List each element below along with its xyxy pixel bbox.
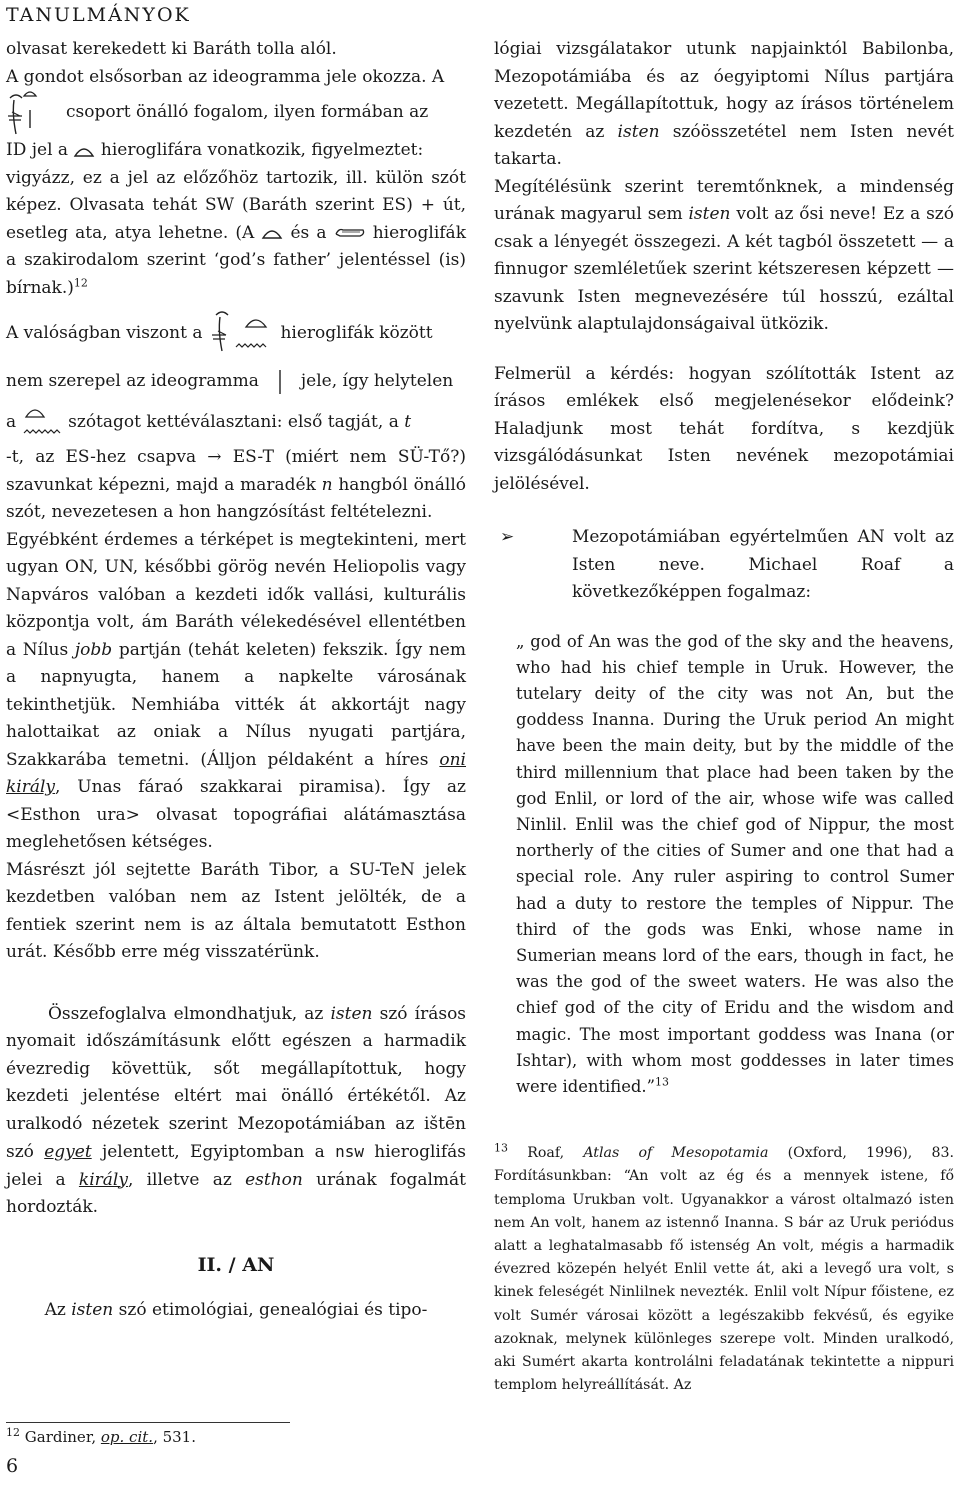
arrow-bullet-icon: ➢: [500, 527, 515, 547]
footnote-rule: [6, 1422, 290, 1423]
bread-loaf-hieroglyph-icon: [261, 226, 283, 240]
left-paragraph-2: A gondot elsősorban az ideogramma jele okozza. A: [6, 66, 445, 87]
footnote-12: $^{12}$ Gardiner, op. cit., 531.: [6, 1426, 196, 1446]
left-paragraph-6: Összefoglalva elmondhatjuk, az isten szó írásos nyomait időszámításunk előtt egészen a harmadik évezredig követtük, sőt megállapítottuk, hogy kezdeti jelentése eltért mai önálló értékétől. Az uralkodó nézetek szerint Mezopotámiában az ištēn szó egyet jelentett, Egyiptomban a nsw hieroglifás jelei a király, illetve az esthon urának fogalmát hordozták.: [6, 1003, 467, 1217]
roaf-quote: „ god of An was the god of the sky and the heavens, who had his chief temple in Uruk. However, the tutelary deity of the city was not An, but the goddess Inanna. During the Uruk period An might have been the main deity, but by the middle of the third millennium that place had been taken by the god Enlil, or lord of the air, whose wife was called Ninlil. Enlil was the chief god of Nippur, the most northerly of the cities of Sumer and one that had a special role. Any ruler aspiring to control Sumer had a duty to restore the temples of Nippur. The third of the gods was Enki, whose name in Sumerian means lord of the ears, though in fact, he was the god of the sweet waters. He was also the chief god of the city of Eridu and the wisdom and magic. The most important goddess was Inana (or Ishtar), with whom most goddesses in later times were identified.”$^{13}$: [516, 631, 954, 1096]
left-paragraph-1: olvasat kerekedett ki Baráth tolla alól.: [6, 39, 337, 59]
section-title: II. / AN: [197, 1253, 275, 1276]
bullet-item: ➢ Mezopotámiában egyértelműen AN volt az Isten neve. Michael Roaf a következőképpen fogalmaz:: [494, 524, 954, 607]
glyph-line: csoport önálló fogalom, ilyen formában az: [6, 89, 466, 137]
reed-loaf-hieroglyph-icon: [6, 90, 40, 136]
reed-water-hieroglyph-icon: [210, 307, 274, 361]
loaf-water-hieroglyph-icon: [22, 403, 62, 443]
section-subtitle: Az isten szó etimológiai, genealógiai és tipo-: [44, 1300, 428, 1320]
stroke-hieroglyph-icon: [277, 368, 283, 396]
left-paragraph-4: Egyébként érdemes a térképet is megtekinteni, mert ugyan ON, UN, későbbi görög nevén Heliopolis vagy Napváros valóban a kezdeti idők vallási, kulturális központja volt, ám Baráth vélekedésével ellentétben a Nílus jobb partján (tehát keleten) fekszik. Így nem a napnyugta, hanem a napkelte városának tekinthetjük. Nemhiába vitték át akkortájt nagy halottaikat az oniak a Nílus nyugati partjára, Szakkarába temetni. (Álljon példaként a híres oni király, Unas fáraó szakkarai piramisa). Így az <Esthon ura> olvasat topográfiai alátámasztása meglehetősen kétséges.: [6, 529, 466, 852]
left-column: olvasat kerekedett ki Baráth tolla alól. A gondot elsősorban az ideogramma jele okozza. A csoport önálló fogalom, ilyen formában az ID jel a hieroglifára vonatkozik, figyelmeztet: vigyázz, ez a jel az előzőhöz tartozik, ill. külön szót képez. Olvasata tehát SW (Baráth szerint ES) + út, esetleg ata, atya lehetne. (A és a hieroglifák a szakirodalom szerint ‘god’s father’ jelentéssel (is) bírnak.)$^{12}$ A valóságban viszont a hieroglifák között nem szerepel az ideogramma jele, így helytelen a szótagot kettéválasztani: első tagját, a t -t, az ES-hez csapva → ES-T (miért nem SÜ-Tő?) szavunkat képezni, majd a maradék n hangból önálló szót, nevezetesen a hon hangzósítást feltételezni. Egyébként érdemes a térképet is megtekinteni, mert ugyan ON, UN, későbbi görög nevén Heliopolis vagy Napváros valóban a kezdeti idők vallási, kulturális központja volt, ám Baráth vélekedésével ellentétben a Nílus jobb partján (tehát keleten) fekszik. Így nem a napnyugta, hanem a napkelte városának tekinthetjük. Nemhiába vitték át akkortájt nagy halottaikat az oniak a Nílus nyugati partjára, Szakkarába temetni. (Álljon példaként a híres oni király, Unas fáraó szakkarai piramisa). Így az <Esthon ura> olvasat topográfiai alátámasztása meglehetősen kétséges. Másrészt jól sejtette Baráth Tibor, a SU-TeN jelek kezdetben valóban nem az Istent jelölték, de a fentiek szerint nem is az általa bemutatott Esthon urát. Később erre még visszatérünk. Összefoglalva elmondhatjuk, az isten szó írásos nyomait időszámításunk előtt egészen a harmadik évezredig követtük, sőt megállapítottuk, hogy kezdeti jelentése eltért mai önálló értékétől. Az uralkodó nézetek szerint Mezopotámiában az ištēn szó egyet jelentett, Egyiptomban a nsw hieroglifás jelei a király, illetve az esthon urának fogalmát hordozták. II. / AN Az isten szó etimológiai, genealógiai és tipo-: [6, 36, 466, 1325]
page-number: 6: [6, 1455, 19, 1477]
bread-loaf-hieroglyph-icon: [73, 144, 95, 158]
right-paragraph-3: Felmerül a kérdés: hogyan szólították Istent az írásos emlékek első megjelenésekor elődeink? Haladjunk most tehát fordítva, s kezdjük vizsgálódásunkat Isten nevének mezopotámiai jelölésével.: [494, 363, 954, 494]
right-paragraph-2: Megítélésünk szerint teremtőnknek, a mindenség urának magyarul sem isten volt az ősi neve! Ez a szó csak a lényegét összegezi. A két tagból összetett — a finnugor szemléletűek szerint kétszeresen képzett — szavunk Isten megnevezésére túl hosszú, ezáltal nyelvünk alaptulajdonságaival ütközik.: [494, 176, 954, 334]
right-column: [494, 36, 954, 1397]
footnote-13: $^{13}$ Roaf, Atlas of Mesopotamia (Oxford, 1996), 83. Fordításunkban: “An volt az ég és a mennyek istene, fő temploma Urukban volt. Ugyanakkor a várost oltalmazó isten nem An volt, hanem az istennő Inanna. S bár az Uruk periódus alatt a leghatalmasabb fő istenség An volt, mégis a harmadik évezred közepén helyét Enlil vette át, aki a levegő ura volt, s kinek feleségét Ninlilnek nevezték. Enlil volt Nípur főistene, ez volt Sumér városai között a legészakibb fekvésű, és egyike azoknak, melynek különleges szerepe volt. Minden uralkodó, aki Sumért akarta kontrolálni feladatának tekintette a nippuri templom helyreállítását. Az: [494, 1141, 955, 1394]
left-paragraph-5: Másrészt jól sejtette Baráth Tibor, a SU-TeN jelek kezdetben valóban nem az Istent jelölték, de a fentiek szerint nem is az általa bemutatott Esthon urát. Később erre még visszatérünk.: [6, 859, 466, 962]
right-paragraph-1: lógiai vizsgálatakor utunk napjainktól Babilonba, Mezopotámiába és az óegyiptomi Nílus partjára vezetett. Megállapítottuk, hogy az írásos történelem kezdetén az isten szóösszetétel nem Isten nevét takarta.: [494, 39, 954, 169]
viper-hieroglyph-icon: [334, 226, 366, 240]
running-header: TANULMÁNYOK: [6, 4, 191, 26]
